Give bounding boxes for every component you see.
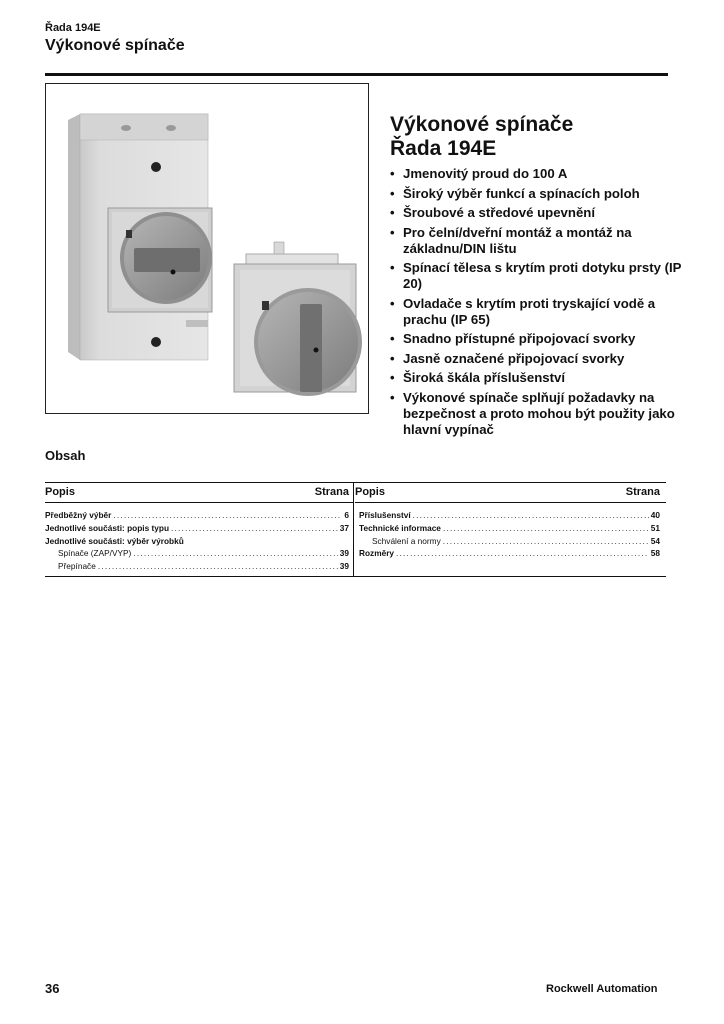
toc-leader-dots [443,522,649,535]
page-number: 36 [45,981,60,996]
feature-item: • Výkonové spínače splňují požadavky na bezpečnost a proto mohou být použity jako hlavní vypínač [390,390,685,438]
toc-entry[interactable] [359,509,666,522]
toc-entry[interactable] [45,547,353,560]
toc-column-right [355,483,666,576]
toc-header [45,483,353,503]
toc-entry[interactable] [359,547,666,560]
toc-entry[interactable] [45,535,353,548]
toc-entries-left [45,503,353,573]
toc-entry-label: Schválení a normy [372,535,441,546]
toc-header-page: Strana [314,486,349,498]
toc-entry-label: Jednotlivé součásti: popis typu [45,522,170,533]
toc-entry-label: Spínače (ZAP/VYP) [58,548,132,559]
hero-title-line1: Výkonové spínače [390,113,574,136]
product-photo [45,83,369,414]
hero-title-line2: Řada 194E [390,137,497,160]
feature-item: • Spínací tělesa s krytím proti dotyku prsty (IP 20) [390,260,685,292]
toc-entry-label: Příslušenství [359,510,411,520]
enclosure-switch [68,114,212,360]
toc-entry-label: Rozměry [359,548,395,559]
toc-entry-page: 39 [339,561,349,572]
toc-entry-page: 54 [650,535,660,546]
base-mount-switch [234,242,362,396]
toc-entry[interactable] [45,509,353,522]
toc-entry-label: Předběžný výběr [45,510,112,520]
toc-column-left [45,483,354,576]
section-title: Výkonové spínače [45,37,185,54]
feature-item: • Pro čelní/dveřní montáž a montáž na základnu/DIN lištu [390,225,685,257]
toc-leader-dots [171,522,338,535]
footer-brand: Rockwell Automation [546,983,658,995]
feature-item: • Široká škála příslušenství [390,370,685,386]
toc-entry-label: Přepínače [58,561,96,572]
toc-entry-page: 40 [650,510,660,520]
feature-item: • Šroubové a středové upevnění [390,205,685,221]
toc-header-page: Strana [625,486,660,498]
toc-leader-dots [133,547,337,560]
toc-entries-right [359,503,666,560]
toc-leader-dots [413,509,649,522]
toc-header [355,483,666,503]
toc-leader-dots [113,509,342,522]
toc-entry[interactable] [45,522,353,535]
feature-list [390,166,685,441]
toc-leader-dots [98,560,338,573]
feature-item: • Snadno přístupné připojovací svorky [390,331,685,347]
toc-entry-page: 51 [650,522,660,533]
feature-item: • Jmenovitý proud do 100 A [390,166,685,182]
toc-entry-page: 37 [339,522,349,533]
feature-item: • Široký výběr funkcí a spínacích poloh [390,186,685,202]
feature-item: • Jasně označené připojovací svorky [390,351,685,367]
toc-entry[interactable] [359,522,666,535]
series-label: Řada 194E [45,22,101,34]
toc-leader-dots [396,547,649,560]
feature-item: • Ovladače s krytím proti tryskající vodě a prachu (IP 65) [390,296,685,328]
toc-entry-label: Technické informace [359,522,441,533]
toc-entry-page: 6 [344,510,349,520]
toc-header-description: Popis [45,486,75,498]
toc-entry-page: 39 [339,548,349,559]
hero-title [390,113,573,161]
toc-leader-dots [443,535,649,548]
header-rule [45,73,668,76]
toc-entry-label: Jednotlivé součásti: výběr výrobků [45,535,184,546]
toc-entry[interactable] [359,535,666,548]
rotary-switches-illustration [46,84,368,413]
toc-title: Obsah [45,448,86,463]
toc-entry[interactable] [45,560,353,573]
toc-header-description: Popis [355,486,385,498]
table-of-contents [45,482,666,577]
toc-entry-page: 58 [650,548,660,559]
